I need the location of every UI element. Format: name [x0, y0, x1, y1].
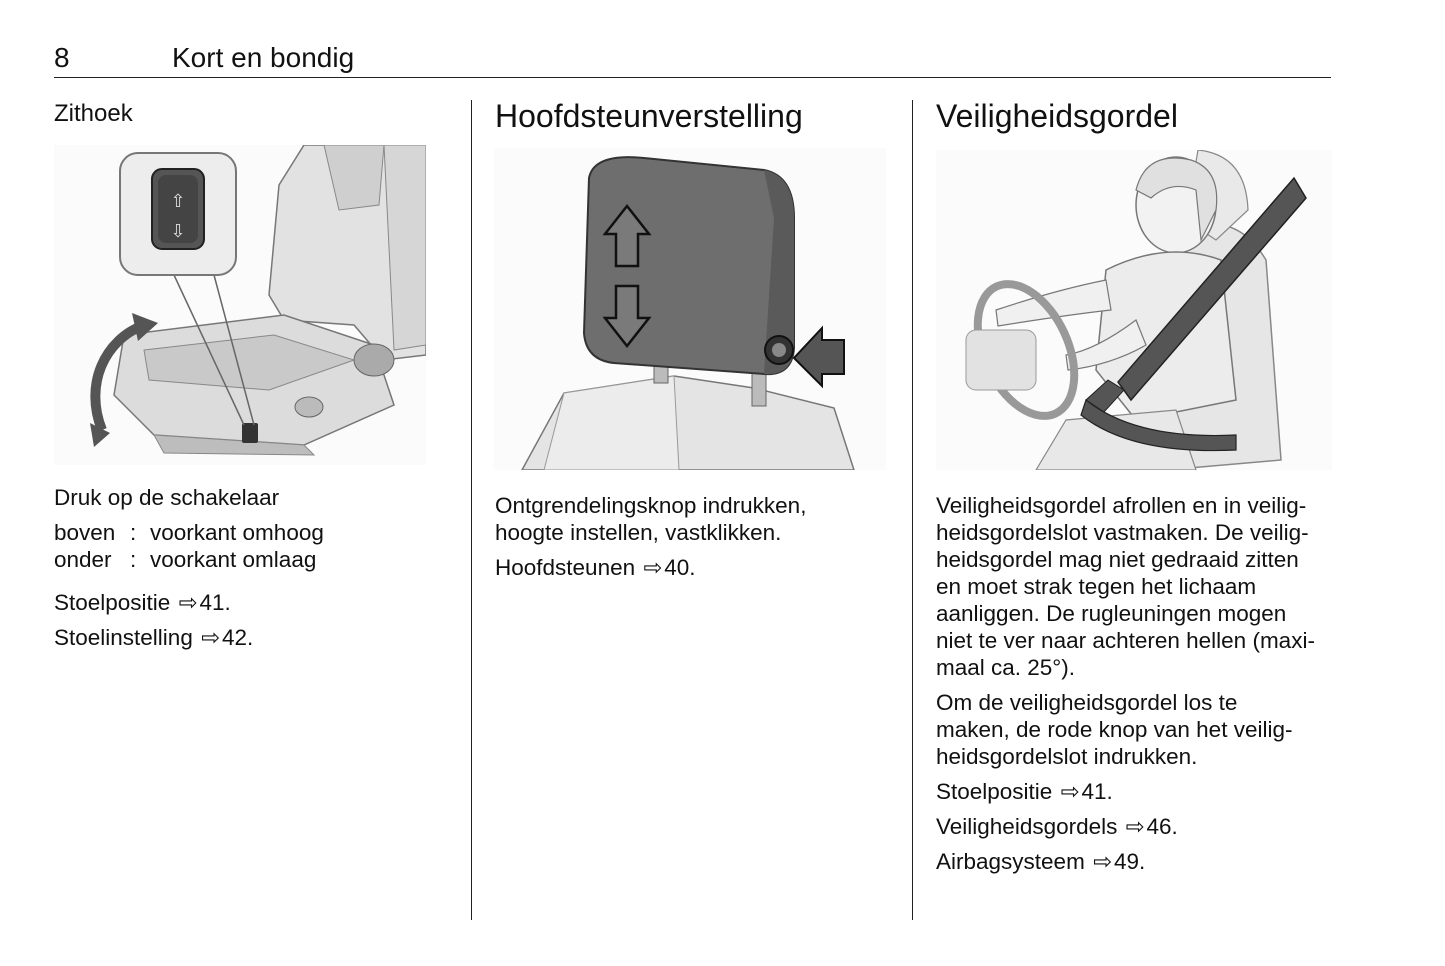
svg-text:⇩: ⇩ — [170, 221, 186, 242]
paragraph: Om de veiligheidsgordel los te maken, de rode knop van het veilig- heidsgordelslot indrukken. — [936, 690, 1293, 769]
cross-reference[interactable]: Stoelinstelling ⇨42. — [54, 625, 254, 650]
arrow-right-icon: ⇨ — [1093, 849, 1112, 874]
arrow-right-icon: ⇨ — [178, 590, 198, 615]
body-line: Ontgrendelingsknop indrukken, — [495, 493, 807, 518]
column-divider — [471, 100, 472, 920]
section-heading: Hoofdsteunverstelling — [495, 98, 803, 134]
instruction-text: Druk op de schakelaar — [54, 485, 280, 510]
seat-belt-illustration — [936, 150, 1332, 470]
cross-reference[interactable]: Stoelpositie ⇨41. — [936, 779, 1113, 804]
page-number: 8 — [54, 42, 70, 73]
page-header — [54, 40, 1331, 78]
cross-reference[interactable]: Airbagsysteem ⇨49. — [936, 849, 1146, 874]
chapter-title: Kort en bondig — [172, 42, 355, 73]
section-head-restraint — [495, 98, 895, 146]
section-seat-belt — [936, 98, 1336, 146]
seat-belt-text — [936, 492, 1336, 875]
svg-text:⇧: ⇧ — [170, 191, 186, 212]
column-divider — [912, 100, 913, 920]
seat-text — [54, 484, 434, 651]
seat-switch-illustration — [54, 145, 426, 465]
cross-reference[interactable]: Hoofdsteunen ⇨40. — [495, 555, 696, 580]
head-restraint-illustration — [494, 148, 886, 470]
table-row: boven : voorkant omhoog — [54, 520, 324, 545]
arrow-right-icon: ⇨ — [1125, 814, 1145, 839]
arrow-right-icon: ⇨ — [1060, 779, 1080, 804]
table-row: onder : voorkant omlaag — [54, 547, 317, 572]
cross-reference[interactable]: Stoelpositie ⇨41. — [54, 590, 231, 615]
switch-table — [54, 519, 434, 573]
section-heading: Veiligheidsgordel — [936, 98, 1178, 134]
head-restraint-text — [495, 492, 895, 581]
section-heading: Zithoek — [54, 100, 133, 127]
cross-reference[interactable]: Veiligheidsgordels ⇨46. — [936, 814, 1178, 839]
section-seat-angle — [54, 98, 434, 146]
body-line: hoogte instellen, vastklikken. — [495, 520, 782, 545]
paragraph: Veiligheidsgordel afrollen en in veilig- heidsgordelslot vastmaken. De veilig- heidsgordel mag niet gedraaid zitten en moet strak tegen het lichaam aanliggen. De rugleuningen mogen niet te ver naar achteren hellen (maxi- maal ca. 25°). — [936, 493, 1315, 680]
arrow-right-icon: ⇨ — [201, 625, 220, 650]
arrow-right-icon: ⇨ — [643, 555, 663, 580]
